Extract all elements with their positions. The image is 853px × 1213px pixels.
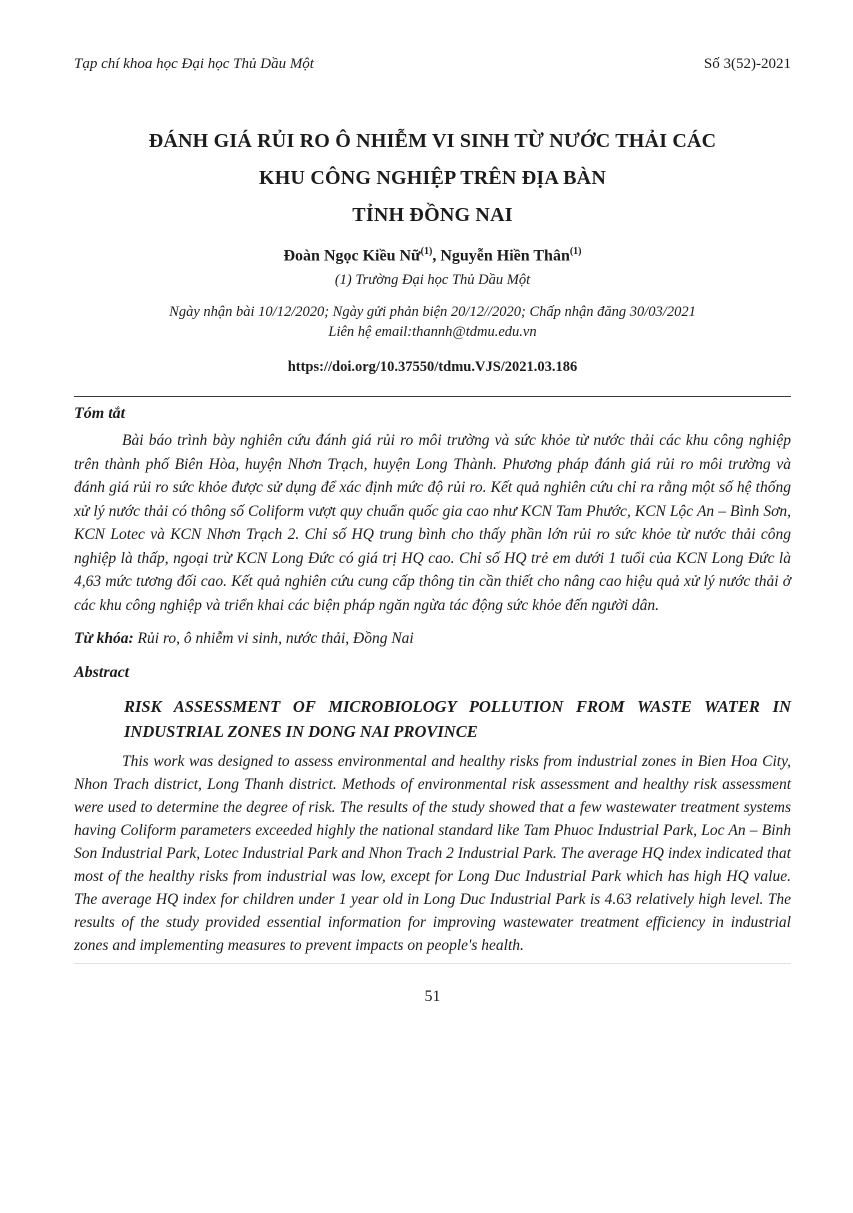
keywords-text: Rủi ro, ô nhiễm vi sinh, nước thải, Đồng Nai: [133, 630, 414, 648]
author-1-affiliation-mark: (1): [420, 246, 433, 257]
english-title: RISK ASSESSMENT OF MICROBIOLOGY POLLUTION FROM WASTE WATER IN INDUSTRIAL ZONES IN DONG NAI PROVINCE: [124, 697, 791, 742]
footer-divider-rule: [74, 963, 791, 964]
author-2-affiliation-mark: (1): [569, 246, 582, 257]
article-title-line-2: KHU CÔNG NGHIỆP TRÊN ĐỊA BÀN: [259, 167, 606, 189]
issue-number: Số 3(52)-2021: [703, 56, 791, 72]
article-title: [74, 123, 791, 234]
author-1-name: Đoàn Ngọc Kiều Nữ: [283, 247, 421, 265]
article-title-line-1: ĐÁNH GIÁ RỦI RO Ô NHIỄM VI SINH TỪ NƯỚC THẢI CÁC: [148, 130, 717, 152]
page-number: 51: [424, 988, 441, 1006]
article-title-line-3: TỈNH ĐỒNG NAI: [352, 204, 513, 226]
affiliation-line: (1) Trường Đại học Thủ Dầu Một: [334, 272, 531, 289]
tom-tat-heading: Tóm tắt: [74, 405, 126, 423]
keywords-line: [74, 627, 791, 650]
vietnamese-abstract-paragraph: Bài báo trình bày nghiên cứu đánh giá rủi ro môi trường và sức khỏe từ nước thải các khu công nghiệp trên thành phố Biên Hòa, huyện Nhơn Trạch, huyện Long Thành. Phương pháp đánh giá rủi ro môi trường và đánh giá rủi ro sức khỏe được sử dụng để xác định mức độ rủi ro. Kết quả nghiên cứu chỉ ra rằng một số hệ thống xử lý nước thải có thông số Coliform vượt quy chuẩn quốc gia cao như KCN Tam Phước, KCN Lộc An – Bình Sơn, KCN Lotec và KCN Nhơn Trạch 2. Chỉ số HQ trung bình cho thấy phần lớn rủi ro sức khỏe từ nước thải công nghiệp là thấp, ngoại trừ KCN Long Đức có giá trị HQ cao. Chỉ số HQ trẻ em dưới 1 tuổi của KCN Long Đức là 4,63 mức tương đối cao. Kết quả nghiên cứu cung cấp thông tin cần thiết cho nâng cao hiệu quả xử lý nước thải ở các khu công nghiệp và triển khai các biện pháp ngăn ngừa tác động sức khỏe đến người dân.: [74, 432, 791, 614]
author-2-name: Nguyễn Hiền Thân: [440, 247, 570, 265]
journal-header: [74, 56, 791, 73]
journal-name: Tạp chí khoa học Đại học Thủ Dầu Một: [74, 56, 314, 72]
abstract-heading: Abstract: [74, 664, 130, 682]
keywords-label: Từ khóa:: [74, 630, 134, 648]
authors-line: [74, 240, 791, 268]
contact-email: Liên hệ email:thannh@tdmu.edu.vn: [328, 324, 537, 341]
english-abstract-paragraph: This work was designed to assess environmental and healthy risks from industrial zones in Bien Hoa City, Nhon Trach district, Long Thanh district. Methods of environmental risk assessment and healthy risk assessment were used to determine the degree of risk. The results of the study showed that a few wastewater treatment systems having Coliform parameters exceeded highly the national standard like Tam Phuoc Industrial Park, Loc An – Binh Son Industrial Park, Lotec Industrial Park and Nhon Trach 2 Industrial Park. The average HQ index indicated that most of the healthy risks from industrial was low, except for Long Duc Industrial Park which has high HQ value. The average HQ index for children under 1 year old in Long Duc Industrial Park is 4.63 relatively high level. The results of the study provided essential information for improving wastewater treatment efficiency in industrial zones and implementing measures to prevent impacts on people's health.: [74, 753, 791, 955]
section-divider-rule: [74, 396, 791, 397]
doi-link: https://doi.org/10.37550/tdmu.VJS/2021.03.186: [287, 359, 578, 376]
authors-separator: ,: [432, 247, 441, 265]
submission-dates: Ngày nhận bài 10/12/2020; Ngày gửi phản biện 20/12//2020; Chấp nhận đăng 30/03/2021: [169, 304, 696, 321]
